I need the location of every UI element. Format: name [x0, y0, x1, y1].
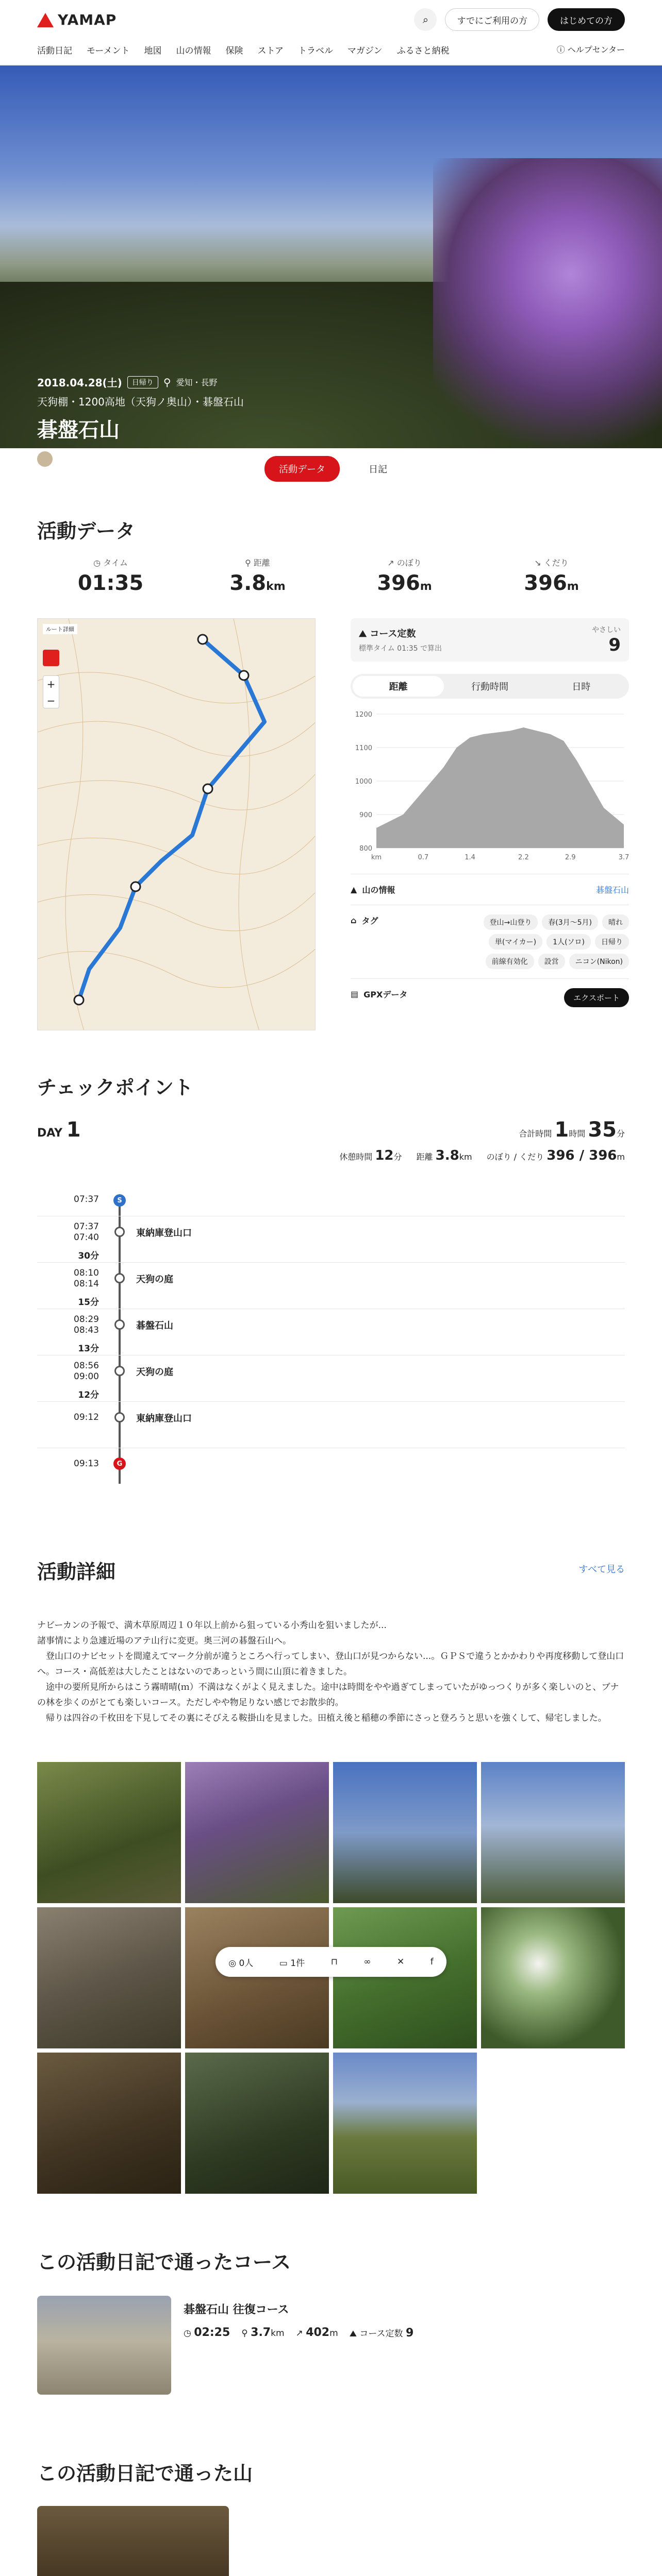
difficulty-value: 9 — [608, 635, 621, 655]
tag-chip[interactable]: 日帰り — [595, 934, 629, 950]
checkpoint-name[interactable]: 東納庫登山口 — [136, 1413, 192, 1424]
segment-duration: 13分 — [78, 1344, 99, 1354]
see-all-link[interactable]: すべて見る — [578, 1564, 625, 1575]
map-svg — [38, 619, 316, 1030]
help-label: ヘルプセンター — [567, 45, 625, 55]
checkpoints-title: チェックポイント — [37, 1076, 193, 1099]
stat-time — [37, 556, 184, 595]
tag-chip[interactable]: 前線有効化 — [486, 954, 534, 969]
nav-item-store[interactable]: ストア — [257, 46, 284, 56]
goal-time: 09:13 — [74, 1459, 99, 1469]
like-count: 0人 — [239, 1958, 254, 1969]
x-tick-label: 0.7 — [418, 854, 429, 861]
x-tick-label: 1.4 — [465, 854, 475, 861]
timeline-line — [119, 1200, 121, 1484]
photo-thumb[interactable] — [333, 1762, 477, 1903]
stat-unit: m — [567, 580, 579, 593]
trip-type-badge: 日帰り — [127, 376, 158, 388]
stat-value: 01:35 — [77, 571, 144, 595]
like-icon: ◎ — [228, 1958, 239, 1969]
checkpoint-dot — [114, 1412, 125, 1422]
comment-icon: ▭ — [279, 1958, 291, 1969]
checkpoint-dot — [114, 1273, 125, 1283]
checkpoint-time: 08:29 08:43 — [74, 1314, 99, 1335]
photo-thumb[interactable] — [37, 2053, 181, 2194]
y-tick-label: 1000 — [355, 778, 372, 786]
distance-unit: km — [271, 2328, 285, 2338]
rest-unit: 分 — [393, 1152, 402, 1162]
tab-activity-data[interactable]: 活動データ — [264, 456, 340, 482]
hours-unit: 時間 — [569, 1129, 586, 1139]
course-distance: 3.7 — [251, 2326, 271, 2339]
route-map[interactable] — [37, 618, 316, 1030]
updown-unit: m — [617, 1152, 625, 1162]
diary-paragraph: 帰りは四谷の千枚田を下見してその裏にそびえる鞍掛山を見ました。田植え後と稲穂の季節にさっと登ろうと思いを強くして、帰宅しました。 — [37, 1713, 607, 1723]
page-title: 碁盤石山 — [37, 418, 120, 442]
start-time: 07:37 — [74, 1194, 99, 1205]
search-button[interactable] — [414, 8, 437, 31]
row-label: GPXデータ — [363, 990, 408, 999]
clock-icon: ◷ — [93, 558, 104, 568]
x-tick-label: 2.2 — [518, 854, 529, 861]
stat-value: 396 — [377, 571, 420, 595]
y-tick-label: 900 — [359, 811, 372, 819]
mountain-link[interactable]: 碁盤石山 — [595, 885, 629, 895]
course-constant-box — [351, 618, 629, 662]
elevation-chart — [351, 709, 629, 874]
mountain-section-title: この活動日記で通った山 — [37, 2462, 253, 2485]
stat-value: 3.8 — [229, 571, 267, 595]
elevation-area — [376, 727, 624, 848]
activity-data-title: 活動データ — [37, 520, 136, 543]
route-icon: ⛰ — [349, 2329, 360, 2339]
checkpoint-name[interactable]: 東納庫登山口 — [136, 1228, 192, 1239]
main-nav — [37, 43, 450, 56]
stat-unit: m — [420, 580, 432, 593]
timeline-row[interactable] — [37, 1262, 625, 1308]
tag-chip[interactable]: 1人(ソロ) — [547, 934, 591, 950]
mountain-card[interactable] — [37, 2506, 229, 2576]
toggle-duration[interactable]: 行動時間 — [471, 682, 508, 692]
updown-label: のぼり / くだり — [486, 1152, 544, 1162]
stat-label: 距離 — [253, 558, 270, 568]
photo-thumb[interactable] — [185, 2053, 329, 2194]
diary-text — [37, 1618, 625, 1726]
segment-duration: 12分 — [78, 1390, 99, 1400]
stat-descent — [478, 556, 625, 595]
checkpoint-name[interactable]: 天狗の庭 — [136, 1274, 173, 1285]
stat-value: 396 — [524, 571, 567, 595]
stat-distance — [184, 556, 331, 595]
row-label: タグ — [361, 916, 378, 926]
x-icon[interactable]: ✕ — [396, 1957, 405, 1967]
checkpoint-dot — [114, 1319, 125, 1330]
difficulty-label: やさしい — [592, 626, 621, 634]
diary-paragraph: 登山口のナビセットを間違えてマーク分前が違うところへ行ってしまい、登山口が見つからない...。ＧＰＳで違うとかかわりや再度移動して登山口へ。コース・高低差は大したことはないのであっという間に山頂に着きました。 — [37, 1651, 624, 1677]
course-constant: 9 — [405, 2327, 414, 2340]
zoom-control[interactable]: + − — [43, 675, 59, 708]
logo-text: YAMAP — [58, 11, 117, 28]
walker-icon: ⚲ — [245, 558, 254, 568]
stat-label: のぼり — [396, 558, 422, 568]
updown-value: 396 / 396 — [547, 1148, 617, 1163]
yamap-logo[interactable] — [37, 11, 117, 28]
export-button[interactable]: エクスポート — [564, 988, 629, 1007]
activity-stats — [37, 556, 625, 595]
tag-chip[interactable]: 登山→山登り — [484, 914, 538, 930]
nav-item-magazine[interactable]: マガジン — [347, 46, 383, 56]
tag-chip[interactable]: 設営 — [538, 954, 565, 969]
tag-chip[interactable]: 春(3月〜5月) — [542, 914, 598, 930]
day-number: 1 — [66, 1118, 81, 1142]
checkpoints-header — [37, 1118, 625, 1163]
checkpoint-name[interactable]: 天狗の庭 — [136, 1367, 173, 1378]
course-card[interactable] — [37, 2296, 625, 2395]
course-name[interactable]: 碁盤石山 往復コース — [184, 2303, 289, 2316]
activity-panel — [351, 618, 629, 1016]
bookmark-icon[interactable]: ⊓ — [330, 1957, 338, 1967]
stat-label: タイム — [103, 558, 128, 568]
course-elevation: 402 — [306, 2326, 330, 2339]
x-tick-label: km — [371, 854, 382, 861]
stat-label: くだり — [543, 558, 569, 568]
photo-thumb[interactable] — [481, 1762, 625, 1903]
tag-chip[interactable]: 単(マイカー) — [489, 934, 542, 950]
y-tick-label: 1200 — [355, 711, 372, 719]
region-label: 愛知・長野 — [176, 378, 218, 387]
photo-thumb[interactable] — [37, 1762, 181, 1903]
rest-label: 休憩時間 — [339, 1152, 373, 1162]
nav-item-map[interactable]: 地図 — [144, 46, 162, 56]
diary-paragraph: 途中の要所見所からはこう霧晴晴(ｍ）不満はなくがよく見えました。途中は時間をやや過ぎてしまっていたがゆっつくりが多く楽しいのと、ブナの林を歩くのがとても楽しいコース。ただしやや物足りない感じでお散歩的。 — [37, 1682, 619, 1708]
hero-subtitle: 天狗棚・1200高地（天狗ノ奥山）・碁盤石山 — [37, 396, 244, 408]
checkpoint-dot — [114, 1366, 125, 1376]
total-label: 合計時間 — [519, 1129, 552, 1139]
checkpoint-time: 09:12 — [74, 1412, 99, 1422]
stat-ascent — [331, 556, 478, 595]
checkpoint-time: 08:56 09:00 — [74, 1361, 99, 1382]
distance-label: 距離 — [416, 1152, 433, 1162]
checkpoint-time: 07:37 07:40 — [74, 1222, 99, 1243]
search-icon: ⌕ — [422, 13, 429, 26]
distance-value: 3.8 — [435, 1148, 459, 1163]
start-icon: S — [113, 1194, 126, 1207]
help-center-link[interactable] — [557, 43, 625, 55]
hero-image — [0, 65, 662, 466]
course-status: コース定数 — [370, 629, 416, 639]
like-button[interactable] — [228, 1956, 253, 1969]
arrow-up-icon: ↗ — [295, 2328, 306, 2338]
nav-item-moments[interactable]: モーメント — [87, 46, 130, 56]
elevation-svg — [351, 709, 629, 874]
x-tick-label: 3.7 — [618, 854, 629, 861]
row-label: 山の情報 — [362, 885, 395, 895]
mountain-icon: ▲ — [351, 885, 357, 894]
photo-thumb[interactable] — [185, 1762, 329, 1903]
arrow-up-icon: ↗ — [387, 558, 397, 568]
gpx-row — [351, 978, 629, 1016]
tag-icon: ⌂ — [351, 916, 357, 925]
checkpoint-timeline — [37, 1190, 625, 1499]
tag-chip[interactable]: 晴れ — [602, 914, 629, 930]
y-tick-label: 1100 — [355, 744, 372, 752]
course-time: 02:25 — [194, 2326, 230, 2339]
help-icon: ⓘ — [556, 45, 568, 55]
y-tick-label: 800 — [359, 845, 372, 853]
clock-icon: ◷ — [184, 2328, 194, 2338]
course-stats — [184, 2326, 413, 2340]
nav-item-furusato[interactable]: ふるさと納税 — [396, 46, 450, 56]
comment-count: 1件 — [290, 1958, 305, 1969]
login-button[interactable]: すでにご利用の方 — [445, 8, 539, 31]
photo-thumb[interactable] — [333, 2053, 477, 2194]
course-section-title: この活動日記で通ったコース — [37, 2251, 291, 2274]
tag-chip[interactable]: ニコン(Nikon) — [569, 954, 629, 969]
tab-diary[interactable]: 日記 — [369, 464, 387, 475]
photo-thumb[interactable] — [185, 1907, 329, 2048]
nav-item-insurance[interactable]: 保険 — [225, 46, 243, 56]
total-time — [519, 1118, 625, 1142]
mountain-logo-icon — [37, 13, 54, 27]
toggle-distance[interactable]: 距離 — [353, 676, 444, 697]
checkpoint-stats — [339, 1148, 625, 1163]
activity-date: 2018.04.28(土) — [37, 377, 122, 389]
chart-toggle — [351, 674, 629, 699]
course-sub: 標準タイム 01:35 で算出 — [359, 645, 442, 653]
detail-title: 活動詳細 — [37, 1561, 116, 1583]
mountain-info-row — [351, 874, 629, 905]
tags-row — [351, 905, 629, 978]
diary-paragraph: 諸事情により急遽近場のアテ山行に変更。奥三河の碁盤石山へ。 — [37, 1636, 291, 1646]
comment-button[interactable] — [279, 1956, 305, 1969]
arrow-down-icon: ↘ — [534, 558, 544, 568]
distance-unit: km — [459, 1152, 472, 1162]
checkpoint-dot — [114, 1227, 125, 1237]
camera-icon[interactable] — [43, 650, 59, 666]
site-header — [0, 0, 662, 65]
total-minutes: 35 — [588, 1118, 617, 1142]
nav-item-activities[interactable]: 活動日記 — [37, 46, 72, 56]
minutes-unit: 分 — [616, 1129, 625, 1139]
nav-item-mountains[interactable]: 山の情報 — [176, 46, 211, 56]
signup-button[interactable]: はじめての方 — [548, 8, 625, 31]
photo-thumb[interactable] — [481, 1907, 625, 2048]
total-hours: 1 — [554, 1118, 569, 1142]
rest-value: 12 — [375, 1148, 394, 1163]
map-label: ルート詳細 — [43, 624, 77, 634]
stat-unit: km — [266, 580, 286, 593]
elevation-unit: m — [329, 2328, 338, 2338]
author-name: なはなは — [58, 455, 93, 466]
walker-icon: ⚲ — [241, 2328, 251, 2338]
checkpoint-time: 08:10 08:14 — [74, 1268, 99, 1289]
file-icon: ▤ — [351, 989, 359, 999]
checkpoint-name[interactable]: 碁盤石山 — [136, 1320, 173, 1331]
goal-icon: G — [113, 1458, 126, 1470]
photo-thumb[interactable] — [330, 1907, 477, 2048]
pin-icon: ⚲ — [163, 376, 171, 388]
share-bar — [216, 1947, 446, 1977]
course-image — [37, 2296, 171, 2395]
segment-duration: 15分 — [78, 1297, 99, 1308]
nav-item-travel[interactable]: トラベル — [297, 46, 333, 56]
course-constant-label: コース定数 — [359, 2329, 403, 2339]
content-tabs — [0, 453, 662, 484]
photo-thumb[interactable] — [37, 1907, 181, 2048]
link-icon[interactable]: ∞ — [363, 1957, 371, 1967]
x-tick-label: 2.9 — [565, 854, 576, 861]
facebook-icon[interactable]: f — [430, 1957, 434, 1967]
day-prefix: DAY — [37, 1127, 63, 1140]
timeline-row[interactable] — [37, 1401, 625, 1424]
hero-flowers — [433, 158, 662, 448]
toggle-datetime[interactable]: 日時 — [572, 682, 591, 692]
segment-duration: 30分 — [78, 1251, 99, 1261]
diary-paragraph: ナビーカンの予報で、満木草原周辺１０年以上前から狙っている小秀山を狙いましたが... — [37, 1620, 387, 1631]
route-icon: ⛰ — [359, 629, 370, 639]
photo-gallery — [37, 1762, 625, 2194]
